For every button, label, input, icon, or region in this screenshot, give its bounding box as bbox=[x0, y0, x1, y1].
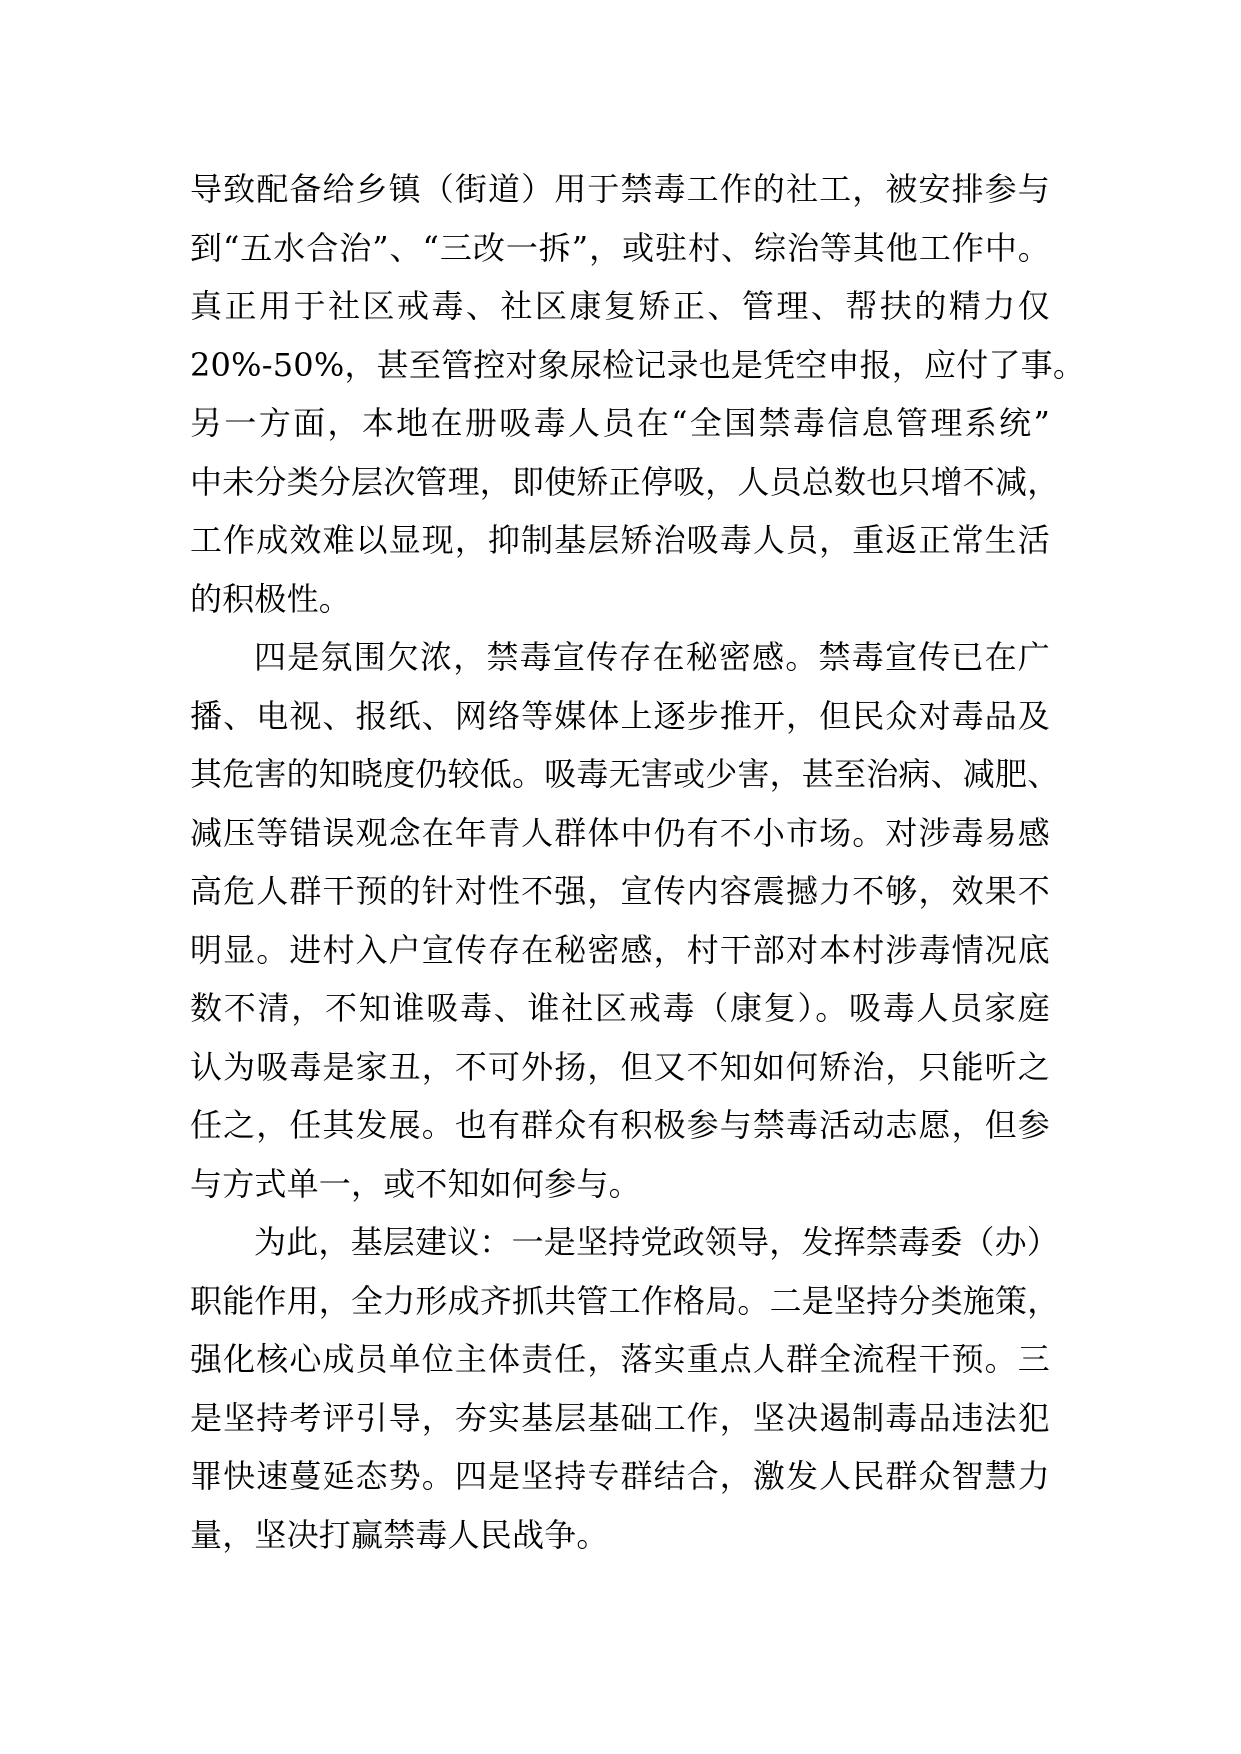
text-line: 中未分类分层次管理，即使矫正停吸，人员总数也只增不减， bbox=[190, 462, 1060, 501]
text-line: 工作成效难以显现，抑制基层矫治吸毒人员，重返正常生活 bbox=[190, 521, 1050, 559]
text-line: 量，坚决打赢禁毒人民战争。 bbox=[190, 1515, 609, 1554]
text-line: 播、电视、报纸、网络等媒体上逐步推开，但民众对毒品及 bbox=[190, 696, 1050, 735]
text-line: 高危人群干预的针对性不强，宣传内容震撼力不够，效果不 bbox=[190, 872, 1050, 910]
document-body bbox=[190, 160, 1086, 1564]
paragraph-1 bbox=[190, 160, 1086, 628]
text-line: 的积极性。 bbox=[190, 579, 352, 618]
text-line: 其危害的知晓度仍较低。吸毒无害或少害，甚至治病、减肥、 bbox=[190, 755, 1060, 793]
text-line: 任之，任其发展。也有群众有积极参与禁毒活动志愿，但参 bbox=[190, 1106, 1050, 1144]
text-line: 减压等错误观念在年青人群体中仍有不小市场。对涉毒易感 bbox=[190, 813, 1050, 852]
text-line: 真正用于社区戒毒、社区康复矫正、管理、帮扶的精力仅 bbox=[190, 287, 1050, 325]
text-line: 是坚持考评引导，夯实基层基础工作，坚决遏制毒品违法犯 bbox=[190, 1398, 1050, 1437]
text-line: 数不清，不知谁吸毒、谁社区戒毒（康复）。吸毒人员家庭 bbox=[190, 989, 1050, 1027]
text-line: 为此，基层建议：一是坚持党政领导，发挥禁毒委（办） bbox=[254, 1223, 1060, 1261]
text-line: 20%-50%，甚至管控对象尿检记录也是凭空申报，应付了事。 bbox=[190, 345, 1086, 384]
text-line: 到“五水合治”、“三改一拆”，或驻村、综治等其他工作中。 bbox=[190, 228, 1050, 267]
text-line: 导致配备给乡镇（街道）用于禁毒工作的社工，被安排参与 bbox=[190, 170, 1050, 208]
text-line: 与方式单一，或不知如何参与。 bbox=[190, 1164, 641, 1203]
paragraph-2 bbox=[190, 628, 1060, 1213]
text-line: 明显。进村入户宣传存在秘密感，村干部对本村涉毒情况底 bbox=[190, 930, 1050, 969]
text-line: 认为吸毒是家丑，不可外扬，但又不知如何矫治，只能听之 bbox=[190, 1047, 1050, 1086]
paragraph-3 bbox=[190, 1213, 1060, 1564]
text-line: 另一方面，本地在册吸毒人员在“全国禁毒信息管理系统” bbox=[190, 404, 1050, 442]
text-line: 职能作用，全力形成齐抓共管工作格局。二是坚持分类施策， bbox=[190, 1281, 1060, 1320]
text-line: 罪快速蔓延态势。四是坚持专群结合，激发人民群众智慧力 bbox=[190, 1457, 1050, 1495]
text-line: 四是氛围欠浓，禁毒宣传存在秘密感。禁毒宣传已在广 bbox=[254, 638, 1050, 676]
text-line: 强化核心成员单位主体责任，落实重点人群全流程干预。三 bbox=[190, 1340, 1050, 1378]
